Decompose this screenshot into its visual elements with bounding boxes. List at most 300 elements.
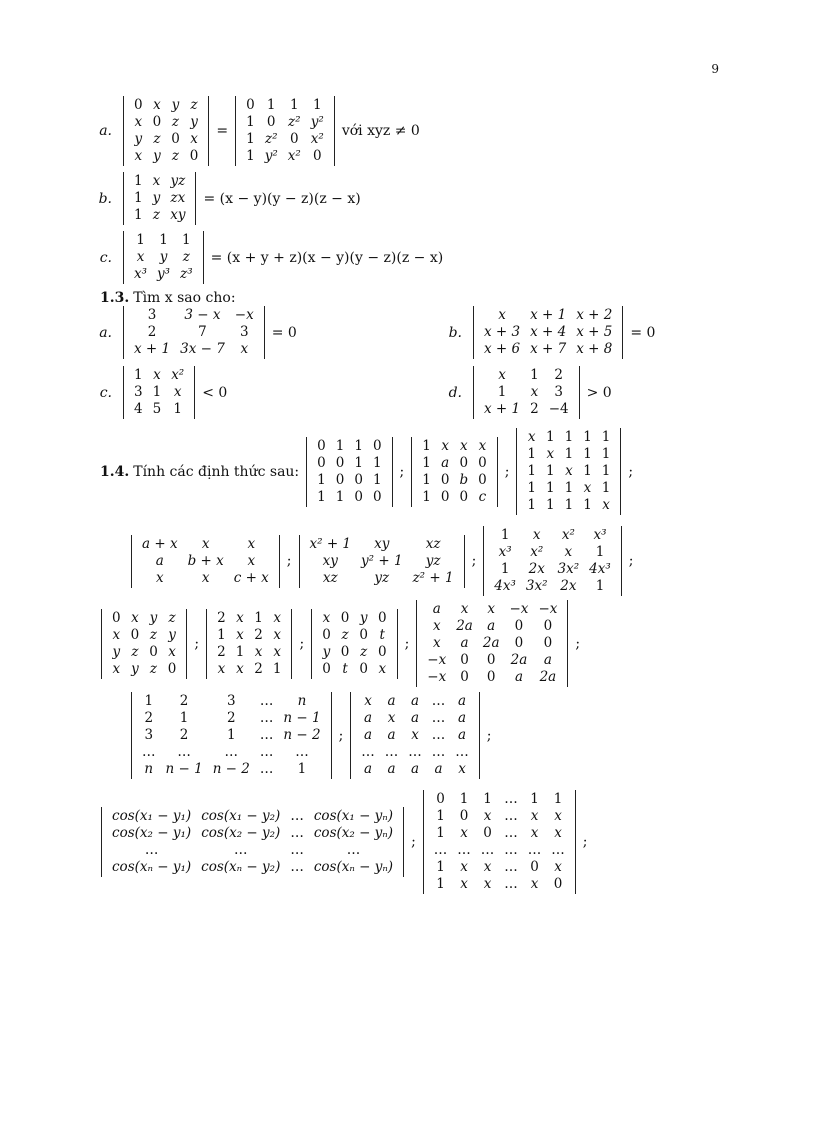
matrix-cell: 0 xyxy=(246,97,255,113)
matrix-cell: x xyxy=(322,609,331,626)
matrix-row xyxy=(129,266,198,283)
determinant xyxy=(123,96,209,166)
matrix-cell: x³ xyxy=(593,527,607,543)
matrix-cell: x xyxy=(134,148,143,164)
section-1-3-heading xyxy=(100,290,240,306)
matrix-cell: 0 xyxy=(313,148,322,164)
determinant xyxy=(423,790,576,894)
matrix-row xyxy=(429,859,570,876)
determinant xyxy=(411,437,497,507)
matrix-cell: x + 8 xyxy=(576,341,613,357)
matrix-cell: x xyxy=(530,825,539,841)
matrix-cell: −x xyxy=(234,307,254,323)
matrix-cell: 1 xyxy=(546,480,555,496)
matrix-cell: 0 xyxy=(543,635,553,651)
matrix-cell: x xyxy=(411,727,419,743)
matrix-cell: x xyxy=(273,626,281,643)
matrix-cell: y xyxy=(153,148,161,164)
separator: ; xyxy=(582,834,588,850)
matrix-row xyxy=(317,661,391,678)
matrix-cell: n xyxy=(144,761,154,777)
matrix-cell: 0 xyxy=(460,652,469,668)
matrix-cell: y xyxy=(131,660,139,677)
matrix-cell: 0 xyxy=(335,471,345,488)
matrix-cell: 1 xyxy=(583,463,592,479)
matrix-cell: 0 xyxy=(134,97,143,113)
matrix-cell: xz xyxy=(425,535,441,552)
matrix-row xyxy=(212,661,286,678)
matrix-cell: cos(xₙ − y₁) xyxy=(112,859,192,875)
matrix-cell: 1 xyxy=(354,437,363,454)
matrix-cell: 2 xyxy=(144,710,154,726)
matrix-cell: 1 xyxy=(134,367,143,383)
matrix-cell: 7 xyxy=(198,324,207,340)
matrix-cell: 3 xyxy=(226,693,236,709)
matrix-cell: z xyxy=(149,626,158,643)
matrix-row xyxy=(429,825,570,842)
matrix-cell: 0 xyxy=(530,859,539,875)
determinant xyxy=(101,609,187,679)
item-1-3-b xyxy=(440,306,659,359)
matrix-cell: a xyxy=(458,693,467,709)
matrix-cell: … xyxy=(431,727,446,743)
matrix-cell: x xyxy=(554,825,562,841)
matrix-row xyxy=(212,644,286,661)
matrix-cell: 1 xyxy=(564,480,574,496)
matrix-cell: 1 xyxy=(297,761,307,777)
matrix-cell: 0 xyxy=(152,114,162,130)
matrix-cell: a xyxy=(411,761,420,777)
matrix-row xyxy=(522,429,615,446)
section-number: 1.4. xyxy=(100,463,130,480)
matrix-cell: y² + 1 xyxy=(361,552,403,569)
matrix-cell: z xyxy=(360,643,368,660)
matrix-cell: yz xyxy=(374,569,390,586)
matrix-cell: … xyxy=(290,842,304,858)
matrix-cell: … xyxy=(433,842,448,858)
matrix-cell: 2a xyxy=(539,669,557,685)
matrix-row xyxy=(429,808,570,825)
separator: ; xyxy=(399,463,405,480)
matrix-cell: 1 xyxy=(583,446,592,462)
matrix-cell: x xyxy=(441,437,449,454)
matrix-cell: x xyxy=(134,114,143,130)
matrix-cell: x xyxy=(236,660,244,677)
matrix-row xyxy=(129,207,190,224)
matrix-grid xyxy=(422,601,562,686)
matrix-grid xyxy=(129,232,198,283)
matrix-cell: z³ xyxy=(180,266,193,282)
matrix-cell: 3 − x xyxy=(184,307,221,323)
matrix-cell: 2 xyxy=(179,727,189,743)
matrix-cell: 1 xyxy=(546,429,555,445)
matrix-grid xyxy=(129,97,203,165)
matrix-cell: x + 6 xyxy=(484,341,521,357)
matrix-cell: a xyxy=(411,710,420,726)
matrix-cell: z² xyxy=(264,131,278,147)
matrix-cell: … xyxy=(551,842,565,858)
matrix-row xyxy=(312,455,386,472)
matrix-cell: … xyxy=(384,744,399,760)
matrix-cell: n xyxy=(297,693,307,709)
matrix-cell: 4x³ xyxy=(589,561,611,577)
item-label: a. xyxy=(99,324,112,341)
matrix-row xyxy=(129,190,190,207)
matrix-cell: 0 xyxy=(478,471,487,488)
matrix-row xyxy=(241,97,329,114)
matrix-cell: x xyxy=(554,859,562,875)
matrix-cell: x xyxy=(483,859,492,875)
matrix-cell: 3 xyxy=(239,324,249,340)
matrix-cell: 2 xyxy=(147,324,157,340)
matrix-row xyxy=(129,324,259,341)
matrix-cell: x xyxy=(530,384,539,400)
matrix-cell: x² + 1 xyxy=(309,535,352,552)
matrix-cell: z xyxy=(153,131,161,147)
matrix-cell: 0 xyxy=(317,437,326,454)
matrix-row xyxy=(356,710,474,727)
matrix-cell: x xyxy=(112,660,121,677)
matrix-cell: −x xyxy=(427,652,447,668)
matrix-cell: xy xyxy=(374,535,390,552)
matrix-cell: x³ xyxy=(134,266,148,282)
matrix-cell: 2 xyxy=(254,660,263,677)
matrix-cell: cos(x₂ − y₂) xyxy=(201,825,281,841)
determinant xyxy=(350,692,480,779)
matrix-cell: 2 xyxy=(530,401,539,417)
matrix-cell: z xyxy=(168,609,176,626)
equation-rhs: = (x − y)(y − z)(z − x) xyxy=(203,190,361,207)
matrix-cell: 0 xyxy=(478,454,487,471)
matrix-cell: 0 xyxy=(189,148,199,164)
matrix-cell: … xyxy=(259,761,274,777)
matrix-cell: x xyxy=(240,341,249,357)
matrix-cell: 0 xyxy=(483,825,492,841)
matrix-cell: a xyxy=(514,669,523,685)
matrix-row xyxy=(107,627,181,644)
matrix-cell: … xyxy=(504,876,518,892)
matrix-cell: x xyxy=(460,876,468,892)
matrix-cell: … xyxy=(431,693,446,709)
matrix-cell: 1 xyxy=(564,429,574,445)
item-label: b. xyxy=(98,190,112,207)
matrix-cell: 1 xyxy=(527,446,536,462)
matrix-cell: x xyxy=(387,710,396,726)
matrix-cell: 2 xyxy=(179,693,189,709)
matrix-row xyxy=(129,384,189,401)
determinant xyxy=(473,306,623,359)
matrix-cell: x xyxy=(460,859,468,875)
matrix-cell: y xyxy=(359,609,368,626)
matrix-cell: 1 xyxy=(335,437,345,454)
matrix-cell: x xyxy=(459,437,468,454)
matrix-row xyxy=(356,744,474,761)
matrix-cell: −x xyxy=(427,669,447,685)
matrix-row xyxy=(137,710,326,727)
determinant xyxy=(299,535,465,588)
matrix-cell: y xyxy=(149,609,158,626)
matrix-grid xyxy=(107,610,181,678)
equation-rhs: = (x + y + z)(x − y)(y − z)(z − x) xyxy=(210,249,444,266)
matrix-cell: 0 xyxy=(486,652,496,668)
matrix-cell: x + 1 xyxy=(484,401,521,417)
matrix-cell: x xyxy=(254,643,263,660)
matrix-row xyxy=(129,307,259,324)
matrix-row xyxy=(479,324,617,341)
matrix-cell: 1 xyxy=(226,727,236,743)
matrix-grid xyxy=(129,173,190,224)
matrix-cell: 0 xyxy=(354,488,363,505)
matrix-cell: … xyxy=(480,842,495,858)
determinant xyxy=(235,96,335,166)
section-1-4-row3 xyxy=(98,600,584,687)
matrix-cell: 1 xyxy=(246,114,255,130)
matrix-cell: x² xyxy=(171,367,185,383)
item-label: a. xyxy=(99,123,112,139)
matrix-cell: 1 xyxy=(317,488,326,505)
matrix-cell: 0 xyxy=(167,660,177,677)
matrix-cell: 1 xyxy=(553,791,563,807)
matrix-cell: 1 xyxy=(422,437,431,454)
matrix-grid xyxy=(522,429,615,514)
matrix-row xyxy=(137,693,326,710)
matrix-cell: x + 3 xyxy=(484,324,521,340)
item-label: c. xyxy=(99,384,112,401)
matrix-cell: 0 xyxy=(460,669,469,685)
matrix-row xyxy=(317,644,391,661)
matrix-cell: a xyxy=(434,761,443,777)
matrix-row xyxy=(305,553,459,570)
matrix-cell: … xyxy=(295,744,309,760)
determinant xyxy=(101,807,404,877)
matrix-cell: a xyxy=(543,652,552,668)
matrix-cell: x + 5 xyxy=(576,324,613,340)
matrix-cell: x xyxy=(173,384,182,400)
matrix-cell: y xyxy=(159,249,168,265)
matrix-row xyxy=(305,570,459,587)
matrix-cell: a xyxy=(387,761,396,777)
matrix-cell: 1 xyxy=(266,97,276,113)
matrix-row xyxy=(129,232,198,249)
matrix-cell: 1 xyxy=(530,791,539,807)
matrix-cell: 3 xyxy=(134,384,143,400)
section-text: Tìm x sao cho: xyxy=(133,290,236,306)
matrix-row xyxy=(429,876,570,893)
matrix-cell: a xyxy=(411,693,420,709)
matrix-row xyxy=(129,401,189,418)
matrix-cell: 1 xyxy=(317,471,326,488)
matrix-cell: 1 xyxy=(254,609,263,626)
section-1-4-row4 xyxy=(128,692,496,779)
determinant xyxy=(473,366,580,419)
matrix-row xyxy=(417,455,491,472)
matrix-cell: 1 xyxy=(235,643,245,660)
matrix-cell: 0 xyxy=(459,454,469,471)
equals-sign: = xyxy=(216,123,229,139)
matrix-cell: 0 xyxy=(130,626,140,643)
matrix-cell: a xyxy=(432,601,441,617)
matrix-cell: 0 xyxy=(266,114,276,130)
matrix-cell: 1 xyxy=(335,488,345,505)
matrix-cell: x xyxy=(190,131,198,147)
matrix-cell: 1 xyxy=(217,626,226,643)
determinant xyxy=(311,609,397,679)
matrix-cell: x xyxy=(530,876,539,892)
matrix-row xyxy=(422,635,562,652)
matrix-cell: a xyxy=(458,727,467,743)
matrix-row xyxy=(356,727,474,744)
matrix-cell: n − 1 xyxy=(283,710,321,726)
condition-text: với xyz ≠ 0 xyxy=(341,123,420,139)
determinant xyxy=(123,172,196,225)
matrix-cell: 0 xyxy=(486,669,496,685)
matrix-cell: a xyxy=(460,635,469,651)
matrix-cell: 1 xyxy=(354,454,363,471)
matrix-cell: z xyxy=(171,114,180,130)
matrix-cell: 1 xyxy=(546,463,555,479)
determinant xyxy=(416,600,568,687)
matrix-cell: x xyxy=(460,601,469,617)
matrix-cell: a xyxy=(364,761,373,777)
matrix-cell: y xyxy=(152,190,161,206)
page-number: 9 xyxy=(711,62,719,76)
matrix-cell: xz xyxy=(322,569,338,586)
matrix-row xyxy=(212,610,286,627)
matrix-cell: 1 xyxy=(372,454,382,471)
matrix-grid xyxy=(312,438,386,506)
matrix-cell: n − 2 xyxy=(212,761,250,777)
matrix-cell: 1 xyxy=(546,497,555,513)
matrix-cell: yz xyxy=(170,173,186,189)
matrix-cell: z² + 1 xyxy=(412,569,454,586)
matrix-cell: x xyxy=(273,643,281,660)
matrix-cell: … xyxy=(144,842,159,858)
matrix-row xyxy=(129,249,198,266)
matrix-row xyxy=(422,601,562,618)
matrix-cell: 0 xyxy=(112,609,121,626)
matrix-row xyxy=(241,131,329,148)
matrix-cell: x xyxy=(460,825,468,841)
matrix-cell: … xyxy=(346,842,361,858)
separator: ; xyxy=(486,727,492,744)
matrix-row xyxy=(129,131,203,148)
matrix-cell: 1 xyxy=(601,480,611,496)
matrix-cell: yz xyxy=(425,552,441,569)
matrix-cell: 2 xyxy=(217,643,226,660)
matrix-row xyxy=(129,341,259,358)
matrix-cell: x xyxy=(532,527,541,543)
matrix-cell: 1 xyxy=(530,367,539,383)
equation-rhs: = 0 xyxy=(630,324,656,341)
matrix-row xyxy=(417,472,491,489)
matrix-row xyxy=(522,480,615,497)
matrix-row xyxy=(137,727,326,744)
matrix-cell: xy xyxy=(322,552,338,569)
matrix-cell: x xyxy=(478,437,487,454)
determinant xyxy=(206,609,292,679)
matrix-cell: b + x xyxy=(187,552,224,569)
matrix-cell: x xyxy=(201,569,210,586)
matrix-cell: x xyxy=(136,249,145,265)
matrix-row xyxy=(129,114,203,131)
matrix-cell: 1 xyxy=(601,446,611,462)
matrix-row xyxy=(241,148,329,165)
matrix-row xyxy=(312,489,386,506)
matrix-cell: x + 7 xyxy=(530,341,567,357)
matrix-cell: a xyxy=(364,710,373,726)
matrix-cell: x + 2 xyxy=(576,307,613,323)
matrix-cell: x xyxy=(378,660,387,677)
matrix-cell: 2x xyxy=(528,561,545,577)
matrix-cell: x² xyxy=(287,148,301,164)
matrix-cell: 0 xyxy=(377,609,387,626)
matrix-cell: 0 xyxy=(354,471,363,488)
item-1-2-b xyxy=(90,172,365,225)
matrix-cell: y xyxy=(134,131,143,147)
separator: ; xyxy=(504,463,510,480)
matrix-grid xyxy=(356,693,474,778)
matrix-cell: 1 xyxy=(289,97,299,113)
matrix-cell: z² xyxy=(288,114,301,130)
matrix-row xyxy=(137,761,326,778)
matrix-cell: c + x xyxy=(233,569,269,586)
determinant xyxy=(483,526,622,596)
matrix-cell: y xyxy=(168,626,176,643)
matrix-cell: … xyxy=(361,744,375,760)
matrix-cell: x xyxy=(554,808,562,824)
matrix-cell: z xyxy=(171,148,180,164)
matrix-cell: 1 xyxy=(483,791,492,807)
matrix-row xyxy=(489,544,616,561)
matrix-row xyxy=(137,553,274,570)
matrix-row xyxy=(317,610,391,627)
separator: ; xyxy=(575,635,581,652)
matrix-cell: 0 xyxy=(459,808,469,824)
matrix-row xyxy=(107,842,398,859)
matrix-row xyxy=(479,341,617,358)
matrix-cell: x xyxy=(530,808,539,824)
separator: ; xyxy=(299,635,305,652)
matrix-cell: x xyxy=(458,761,466,777)
matrix-cell: cos(xₙ − yₙ) xyxy=(313,859,394,875)
matrix-cell: 0 xyxy=(553,876,563,892)
matrix-cell: x + 1 xyxy=(134,341,171,357)
matrix-cell: 0 xyxy=(340,609,350,626)
matrix-cell: x xyxy=(487,601,495,617)
matrix-cell: … xyxy=(431,744,446,760)
matrix-cell: 1 xyxy=(564,497,574,513)
matrix-cell: 1 xyxy=(583,497,592,513)
matrix-row xyxy=(107,808,398,825)
matrix-row xyxy=(429,791,570,808)
determinant xyxy=(131,692,332,779)
matrix-row xyxy=(107,825,398,842)
matrix-cell: x xyxy=(498,367,506,383)
matrix-cell: 1 xyxy=(500,561,510,577)
matrix-cell: 3x² xyxy=(525,578,548,594)
matrix-cell: … xyxy=(142,744,156,760)
matrix-cell: c xyxy=(478,488,487,505)
matrix-cell: a xyxy=(387,693,396,709)
matrix-cell: 1 xyxy=(583,429,592,445)
matrix-cell: 1 xyxy=(422,471,431,488)
matrix-cell: x xyxy=(364,693,372,709)
matrix-cell: 1 xyxy=(436,876,445,892)
matrix-cell: z xyxy=(131,643,139,660)
determinant xyxy=(123,306,265,359)
matrix-cell: … xyxy=(504,791,518,807)
matrix-cell: cos(x₁ − yₙ) xyxy=(313,808,394,824)
